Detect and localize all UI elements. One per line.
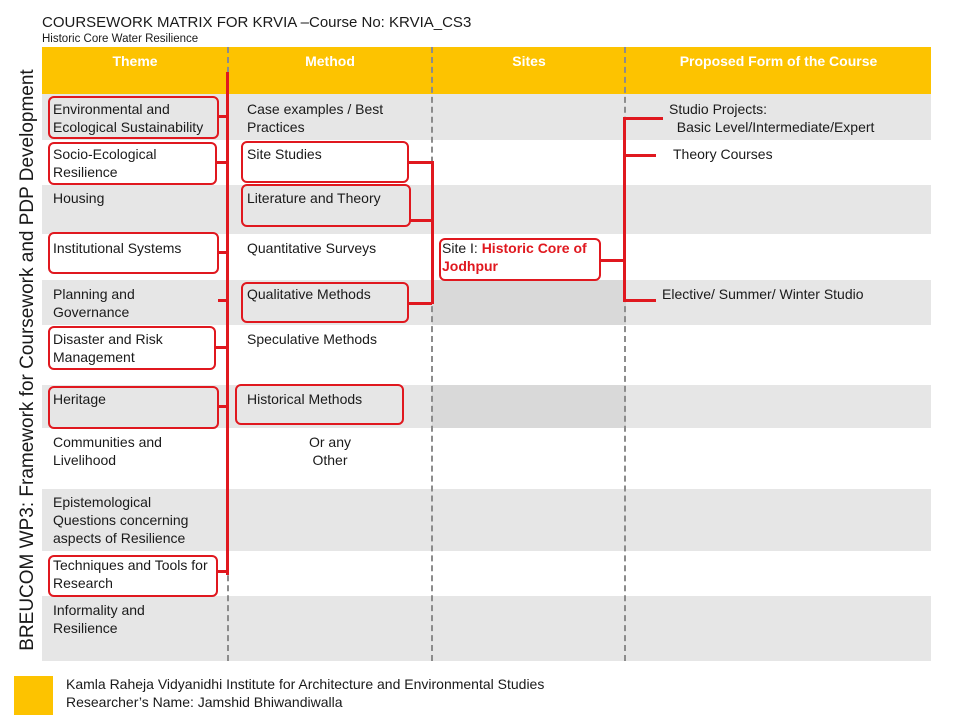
band-row-7-sites — [432, 385, 626, 428]
form-cell: Theory Courses — [673, 146, 773, 162]
separator-method-sites — [431, 47, 433, 661]
method-cell: Or any Other — [308, 434, 351, 468]
theme-cell: Informality and Resilience — [53, 602, 145, 636]
site-name-line2: Jodhpur — [442, 258, 498, 274]
theme-cell: Epistemological Questions concerning aspects of Resilience — [53, 494, 189, 546]
header-theme: Theme — [112, 53, 158, 69]
band-row-11 — [42, 596, 931, 661]
theme-cell: Planning and Governance — [53, 286, 135, 320]
method-cell: Site Studies — [247, 146, 322, 162]
header-sites: Sites — [512, 53, 546, 69]
header-method: Method — [305, 53, 355, 69]
highlight-box-method — [241, 141, 409, 183]
highlight-box-theme — [48, 142, 217, 185]
connector-method-tick — [408, 302, 432, 305]
connector-form-tick — [623, 299, 656, 302]
connector-theme-tick — [217, 115, 227, 118]
highlight-box-theme — [48, 326, 216, 370]
site-prefix: Site I: — [442, 240, 482, 256]
highlight-box-theme — [48, 96, 219, 139]
method-cell: Speculative Methods — [247, 331, 377, 347]
highlight-box-method — [241, 282, 409, 323]
footer-institute: Kamla Raheja Vidyanidhi Institute for Architecture and Environmental Studies — [66, 676, 545, 692]
connector-theme-tick — [218, 251, 227, 254]
connector-method-trunk — [431, 161, 434, 304]
method-cell: Case examples / Best Practices — [247, 101, 384, 135]
form-cell: Studio Projects: Basic Level/Intermediate/Expert — [669, 101, 875, 135]
method-cell: Literature and Theory — [247, 190, 381, 206]
connector-method-tick — [410, 219, 432, 222]
connector-theme-tick — [215, 346, 227, 349]
connector-theme-tick — [218, 405, 227, 408]
connector-theme-tick — [218, 299, 227, 302]
highlight-box-theme — [48, 232, 219, 274]
theme-cell: Environmental and Ecological Sustainability — [53, 101, 204, 135]
theme-cell: Institutional Systems — [53, 240, 182, 256]
header-proposed-form: Proposed Form of the Course — [679, 53, 878, 69]
form-cell: Elective/ Summer/ Winter Studio — [662, 286, 864, 302]
highlight-box-method — [235, 384, 404, 425]
theme-cell: Disaster and Risk Management — [53, 331, 163, 365]
band-row-3 — [42, 185, 931, 234]
theme-cell: Techniques and Tools for Research — [53, 557, 208, 591]
highlight-box-theme — [48, 555, 218, 597]
method-cell: Historical Methods — [247, 391, 363, 407]
theme-cell: Communities and Livelihood — [53, 434, 162, 468]
page-title: COURSEWORK MATRIX FOR KRVIA –Course No: KRVIA_CS3 — [42, 14, 472, 31]
connector-form-tick — [623, 117, 663, 120]
footer — [66, 675, 544, 711]
highlight-box-theme — [48, 386, 219, 429]
highlight-box-site — [439, 238, 601, 281]
side-title: BREUCOM WP3: Framework for Coursework and PDP Development — [17, 69, 38, 651]
footer-accent-square — [14, 676, 53, 715]
connector-form-trunk — [623, 117, 626, 302]
method-cell: Qualitative Methods — [247, 286, 371, 302]
connector-theme-tick — [216, 161, 227, 164]
method-cell: Quantitative Surveys — [247, 240, 377, 256]
connector-method-tick — [408, 161, 432, 164]
connector-form-tick — [623, 154, 656, 157]
band-row-5-sites — [432, 280, 626, 325]
connector-theme-trunk — [226, 72, 229, 575]
theme-cell: Housing — [53, 190, 105, 206]
highlight-box-method — [241, 184, 411, 227]
footer-researcher: Researcher’s Name: Jamshid Bhiwandiwalla — [66, 694, 343, 710]
connector-theme-tick — [217, 570, 227, 573]
theme-cell: Socio-Ecological Resilience — [53, 146, 157, 180]
theme-cell: Heritage — [53, 391, 106, 407]
connector-site-link — [600, 259, 624, 262]
site-name-line1: Historic Core of — [481, 240, 587, 256]
page-subtitle: Historic Core Water Resilience — [42, 33, 199, 45]
